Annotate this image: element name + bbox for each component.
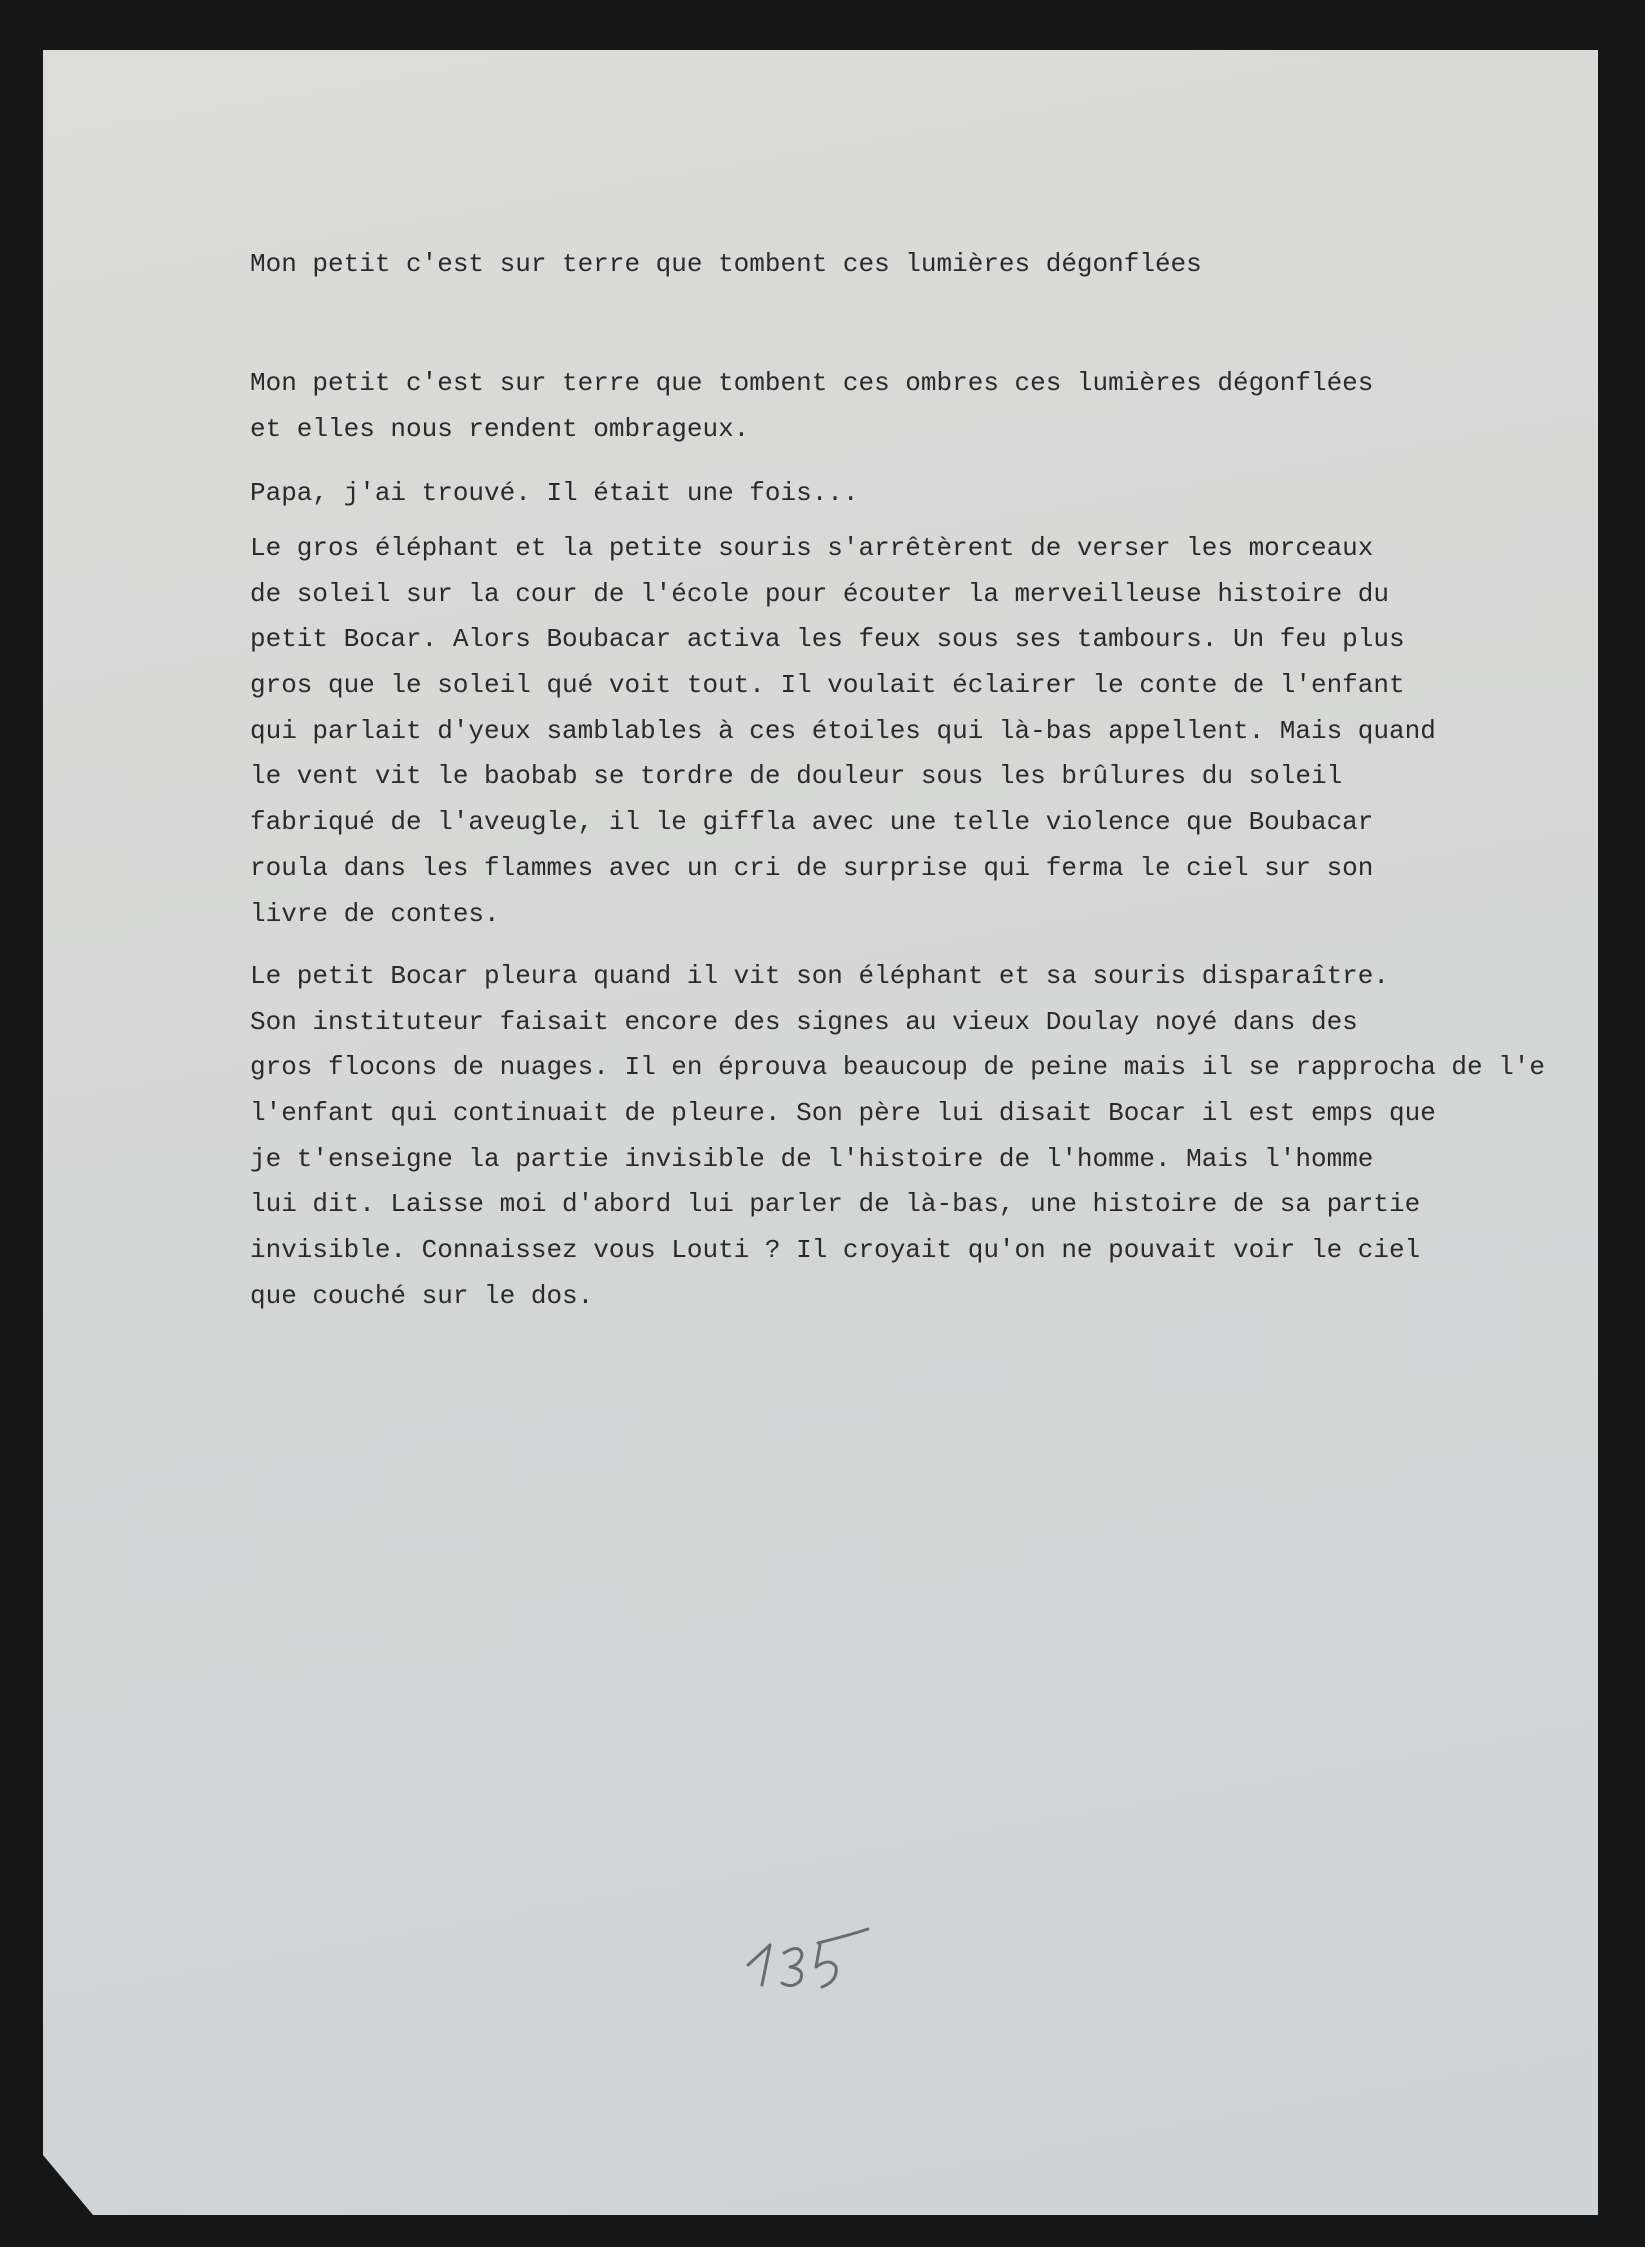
paragraph-4 [250, 954, 1545, 1320]
paragraph-1 [250, 361, 1373, 452]
text-line: gros que le soleil qué voit tout. Il voulait éclairer le conte de l'enfant [250, 670, 1405, 701]
text-line: le vent vit le baobab se tordre de douleur sous les brûlures du soleil [250, 761, 1343, 792]
text-line: petit Bocar. Alors Boubacar activa les feux sous ses tambours. Un feu plus [250, 624, 1405, 655]
handwritten-page-number [740, 1915, 900, 1995]
text-line: Le petit Bocar pleura quand il vit son éléphant et sa souris disparaître. [250, 961, 1389, 991]
text-line: qui parlait d'yeux samblables à ces étoiles qui là-bas appellent. Mais quand [250, 715, 1436, 746]
text-line: fabriqué de l'aveugle, il le giffla avec une telle violence que Boubacar [250, 807, 1374, 838]
title-line: Mon petit c'est sur terre que tombent ces lumières dégonflées [250, 249, 1202, 279]
text-line: gros flocons de nuages. Il en éprouva beaucoup de peine mais il se rapprocha de l'e [250, 1052, 1546, 1083]
text-line: Mon petit c'est sur terre que tombent ces ombres ces lumières dégonflées [250, 368, 1374, 398]
text-line: je t'enseigne la partie invisible de l'histoire de l'homme. Mais l'homme [250, 1143, 1374, 1174]
document-title [250, 242, 1202, 288]
paragraph-3 [250, 526, 1436, 937]
text-line: livre de contes. [250, 898, 500, 929]
text-line: Le gros éléphant et la petite souris s'arrêtèrent de verser les morceaux [250, 533, 1374, 563]
text-line: roula dans les flammes avec un cri de surprise qui ferma le ciel sur son [250, 852, 1374, 883]
text-line: que couché sur le dos. [250, 1280, 594, 1311]
text-line: et elles nous rendent ombrageux. [250, 413, 750, 444]
paragraph-2 [250, 471, 859, 517]
text-line: invisible. Connaissez vous Louti ? Il croyait qu'on ne pouvait voir le ciel [250, 1235, 1421, 1266]
text-line: l'enfant qui continuait de pleure. Son père lui disait Bocar il est emps que [250, 1098, 1436, 1129]
text-line: lui dit. Laisse moi d'abord lui parler de là-bas, une histoire de sa partie [250, 1189, 1421, 1220]
text-line: Papa, j'ai trouvé. Il était une fois... [250, 478, 859, 508]
text-line: Son instituteur faisait encore des signes au vieux Doulay noyé dans des [250, 1006, 1358, 1037]
text-line: de soleil sur la cour de l'école pour écouter la merveilleuse histoire du [250, 578, 1389, 609]
